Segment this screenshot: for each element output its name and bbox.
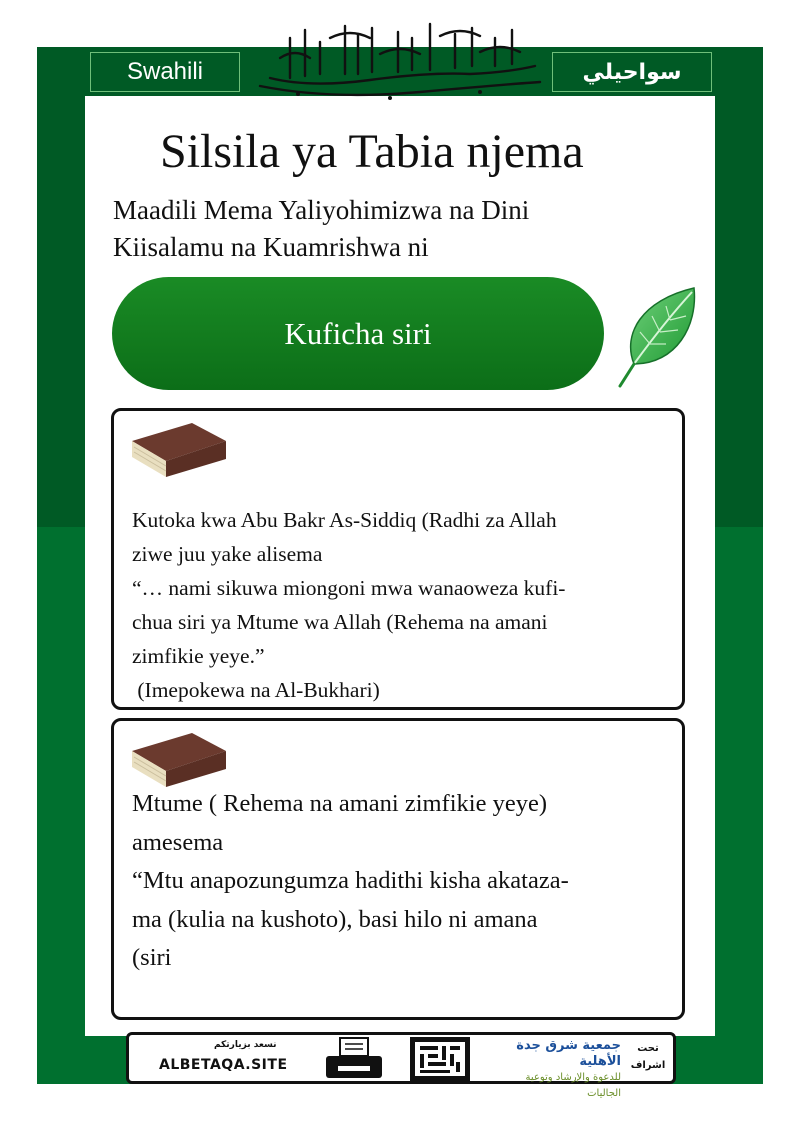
subtitle-line: Maadili Mema Yaliyohimizwa na Dini: [113, 195, 530, 225]
supervision-label: [627, 1040, 669, 1074]
card-line: Kutoka kwa Abu Bakr As-Siddiq (Radhi za Allah: [132, 508, 557, 532]
card-line: (siri: [132, 944, 172, 971]
supervision-line: تحت: [637, 1043, 659, 1054]
basmala-calligraphy: [250, 8, 550, 104]
card-line: ma (kulia na kushoto), basi hilo ni amana: [132, 905, 538, 933]
card-line: zimfikie yeye.”: [132, 644, 265, 668]
page-title: Silsila ya Tabia njema: [160, 125, 584, 178]
printer-icon[interactable]: [322, 1036, 386, 1082]
topic-banner: [112, 277, 604, 390]
card-line: Mtume ( Rehema na amani zimfikie yeye): [132, 790, 547, 817]
card-line: (Imepokewa na Al-Bukhari): [132, 678, 380, 702]
card-text: [132, 785, 677, 978]
subtitle: [113, 192, 633, 266]
card-line: ziwe juu yake alisema: [132, 542, 323, 566]
card-line: “Mtu anapozungumza hadithi kisha akataza-: [132, 867, 569, 894]
hadith-card: [111, 718, 685, 1020]
qr-code-icon: [410, 1037, 470, 1081]
site-link[interactable]: ALBETAQA.SITE: [159, 1057, 288, 1073]
card-line: chua siri ya Mtume wa Allah (Rehema na amani: [132, 610, 548, 634]
language-label-arabic: سواحيلي: [552, 52, 712, 92]
card-line: amesema: [132, 828, 224, 856]
language-label-english: Swahili: [90, 52, 240, 92]
book-icon: [122, 419, 228, 481]
visit-text: نسعد بزيارتكم: [214, 1040, 277, 1050]
org-subtitle: للدعوة والإرشاد وتوعية الجاليات: [525, 1072, 621, 1099]
card-text: [132, 503, 677, 707]
organization-logo: [496, 1038, 621, 1099]
leaf-icon: [612, 286, 698, 392]
hadith-card: [111, 408, 685, 710]
subtitle-line: Kiisalamu na Kuamrishwa ni: [113, 232, 429, 262]
topic-label: Kuficha siri: [284, 315, 432, 351]
footer-bar: [126, 1032, 676, 1099]
book-icon: [122, 729, 228, 791]
supervision-line: اشراف: [630, 1060, 666, 1071]
card-line: “… nami sikuwa miongoni mwa wanaoweza kufi-: [132, 576, 566, 600]
org-name: جمعية شرق جدة الأهلية: [516, 1038, 621, 1069]
